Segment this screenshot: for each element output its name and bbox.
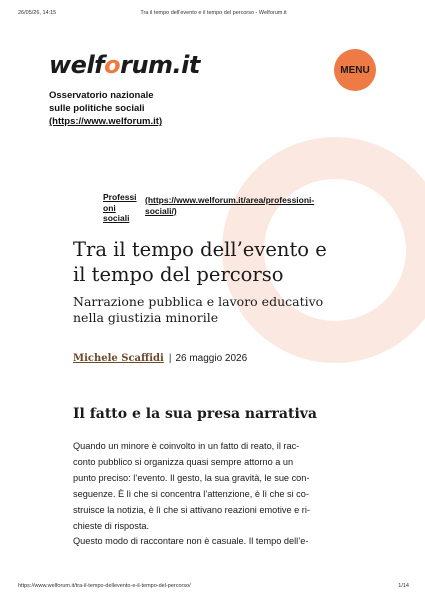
site-url-link[interactable]: (https://www.welforum.it): [49, 116, 163, 127]
logo-text-start: welf: [49, 51, 105, 79]
section-heading: Il fatto e la sua presa narrativa: [73, 406, 317, 422]
print-datetime: 26/05/26, 14:15: [18, 10, 57, 16]
article-title: [73, 237, 363, 287]
article-subtitle: [73, 294, 373, 326]
print-page-title: Tra il tempo dell'evento e il tempo del percorso - Welforum.it: [140, 10, 287, 16]
category-name-line: sociali: [103, 213, 130, 223]
body-line: punto preciso: l’evento. Il gesto, la sua gravità, le sue con-: [73, 472, 310, 483]
print-footer: [18, 583, 409, 591]
category-url[interactable]: [145, 195, 360, 216]
menu-button[interactable]: MENU: [334, 49, 376, 91]
title-line: Tra il tempo dell’evento e: [73, 238, 327, 261]
site-logo[interactable]: [49, 50, 200, 80]
print-page-number: 1/14: [398, 583, 409, 589]
tagline-line-1: Osservatorio nazionale: [49, 90, 154, 101]
byline-separator: |: [168, 353, 172, 364]
print-header: [18, 10, 409, 18]
category-url-line: sociali/): [145, 205, 177, 216]
body-line: seguenze. È lì che si concentra l’attenzione, è lì che si co-: [73, 488, 309, 499]
print-url: https://www.welforum.it/tra-il-tempo-dellevento-e-il-tempo-del-percorso/: [18, 583, 191, 589]
tagline-line-2: sulle politiche sociali: [49, 103, 145, 114]
logo-text-end: rum.it: [120, 51, 200, 79]
title-line: il tempo del percorso: [73, 263, 284, 286]
category-name-line: oni: [103, 202, 116, 213]
logo-accent-o: o: [104, 51, 121, 79]
body-line: struisce la notizia, è lì che si attivano reazioni emotive e ri-: [73, 504, 310, 515]
body-line: chieste di risposta.: [73, 520, 150, 531]
body-line: Questo modo di raccontare non è casuale. Il tempo dell’e-: [73, 536, 309, 547]
byline: [73, 352, 247, 365]
category-name-line: Professi: [103, 192, 137, 202]
site-tagline: [49, 89, 249, 128]
author-link[interactable]: Michele Scaffidi: [73, 353, 164, 364]
subtitle-line: Narrazione pubblica e lavoro educativo: [73, 294, 324, 309]
body-line: conto pubblico si organizza quasi sempre attorno a un: [73, 456, 294, 467]
article-body: [73, 439, 358, 550]
publish-date: 26 maggio 2026: [175, 353, 248, 364]
category-name[interactable]: [103, 192, 143, 224]
body-line: Quando un minore è coinvolto in un fatto di reato, il rac-: [73, 441, 300, 451]
category-url-line: (https://www.welforum.it/area/professioni-: [145, 195, 315, 205]
subtitle-line: nella giustizia minorile: [73, 310, 219, 325]
